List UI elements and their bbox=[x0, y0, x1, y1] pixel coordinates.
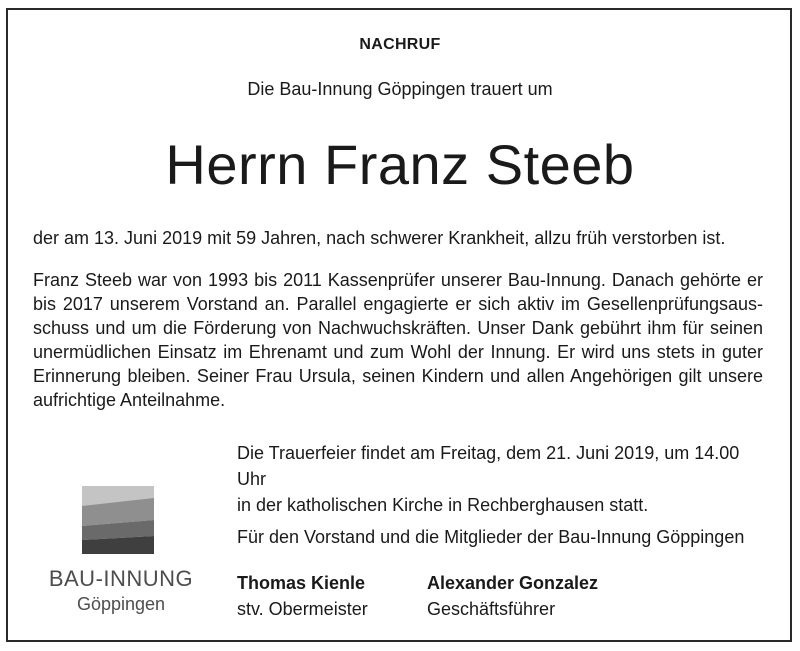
signatory-title: Geschäftsführer bbox=[427, 599, 556, 619]
guild-logo bbox=[36, 486, 206, 626]
tribute-text: Franz Steeb war von 1993 bis 2011 Kassenprüfer unserer Bau-Innung. Danach gehörte er bis 2017 unserem Vorstand an. Parallel engagierte er sich aktiv im Gesellenprüfungsaus- schuss und um die Förderung von Nachwuchskräften. Unser Dank gebührt ihm für seinen unermüdlichen Einsatz im Ehrenamt und zum Wohl der Innung. Er wird uns stets in guter Erinnerung bleiben. Seiner Frau Ursula, seinen Kindern und allen Angehörigen gilt unsere aufrichtige Anteilnahme. bbox=[33, 270, 763, 410]
signatory-title: stv. Obermeister bbox=[237, 599, 368, 619]
death-details-text: der am 13. Juni 2019 mit 59 Jahren, nach schwerer Krankheit, allzu früh verstorben ist. bbox=[33, 228, 726, 248]
notice-heading: NACHRUF bbox=[359, 36, 441, 53]
building-icon bbox=[82, 486, 154, 554]
signatory-name: Thomas Kienle bbox=[237, 573, 366, 593]
signatory-1 bbox=[237, 570, 368, 622]
signatory-name: Alexander Gonzalez bbox=[427, 573, 599, 593]
logo-text-line-1: BAU-INNUNG bbox=[48, 566, 194, 591]
closing-text: Für den Vorstand und die Mitglieder der Bau-Innung Göppingen bbox=[237, 527, 745, 547]
funeral-info bbox=[237, 440, 767, 518]
intro-text: Die Bau-Innung Göppingen trauert um bbox=[247, 79, 553, 99]
logo-text-line-2: Göppingen bbox=[76, 594, 166, 614]
signatory-2 bbox=[427, 570, 598, 622]
funeral-line-2: in der katholischen Kirche in Rechberghausen statt. bbox=[237, 495, 649, 515]
deceased-name: Herrn Franz Steeb bbox=[165, 133, 635, 196]
funeral-line-1: Die Trauerfeier findet am Freitag, dem 21. Juni 2019, um 14.00 Uhr bbox=[237, 443, 740, 489]
